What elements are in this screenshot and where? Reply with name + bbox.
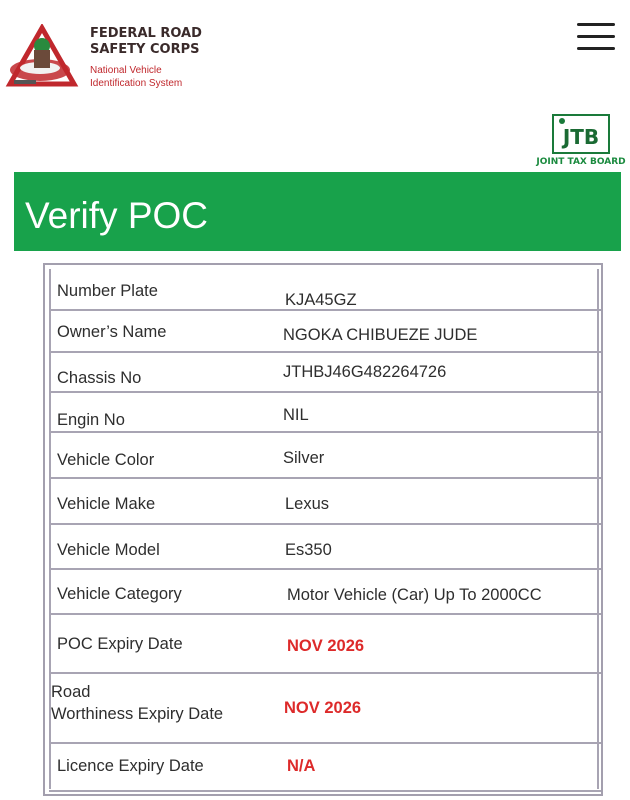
engine-no-value: NIL xyxy=(283,406,309,424)
vehicle-details-table xyxy=(43,263,603,796)
vehicle-make-value: Lexus xyxy=(285,495,330,513)
vehicle-category-value: Motor Vehicle (Car) Up To 2000CC xyxy=(287,586,542,604)
page-title: Verify POC xyxy=(25,195,208,236)
table-row xyxy=(49,433,601,479)
table-row xyxy=(49,744,601,792)
road-worthiness-label-line2: Worthiness Expiry Date xyxy=(51,705,224,723)
number-plate-label: Number Plate xyxy=(57,282,158,300)
table-row xyxy=(49,615,601,674)
licence-expiry-label: Licence Expiry Date xyxy=(57,757,204,775)
page-header xyxy=(0,0,630,170)
table-row xyxy=(49,479,601,525)
table-row xyxy=(49,353,601,393)
org-title: FEDERAL ROAD SAFETY CORPS xyxy=(90,26,202,57)
org-subtitle: National Vehicle Identification System xyxy=(90,65,183,89)
road-worthiness-value: NOV 2026 xyxy=(284,699,362,717)
number-plate-value: KJA45GZ xyxy=(285,291,357,309)
poc-expiry-value: NOV 2026 xyxy=(287,637,365,655)
vehicle-color-value: Silver xyxy=(283,449,325,467)
chassis-no-label: Chassis No xyxy=(57,369,142,387)
jtb-logo xyxy=(532,114,630,167)
frsc-logo-icon xyxy=(4,24,80,90)
chassis-no-value: JTHBJ46G482264726 xyxy=(283,363,447,381)
vehicle-category-label: Vehicle Category xyxy=(57,585,182,603)
owner-name-value: NGOKA CHIBUEZE JUDE xyxy=(283,326,478,344)
vehicle-color-label: Vehicle Color xyxy=(57,451,155,469)
table-row xyxy=(49,311,601,353)
verify-poc-banner xyxy=(14,172,621,251)
jtb-label: JOINT TAX BOARD xyxy=(536,157,626,167)
table-row xyxy=(49,393,601,433)
jtb-logo-icon xyxy=(552,114,610,154)
table-row xyxy=(49,525,601,570)
owner-name-label: Owner’s Name xyxy=(57,323,167,341)
poc-expiry-label: POC Expiry Date xyxy=(57,635,183,653)
vehicle-make-label: Vehicle Make xyxy=(57,495,156,513)
hamburger-menu-icon[interactable] xyxy=(575,20,617,52)
jtb-logo-text: JTB xyxy=(562,125,600,149)
vehicle-model-label: Vehicle Model xyxy=(57,541,160,559)
table-row xyxy=(49,269,601,311)
road-worthiness-label-line1: Road xyxy=(51,683,91,701)
frsc-branding xyxy=(90,26,220,90)
vehicle-model-value: Es350 xyxy=(285,541,332,559)
engine-no-label: Engin No xyxy=(57,411,125,429)
table-row xyxy=(49,674,601,744)
table-row xyxy=(49,570,601,615)
licence-expiry-value: N/A xyxy=(287,757,316,775)
